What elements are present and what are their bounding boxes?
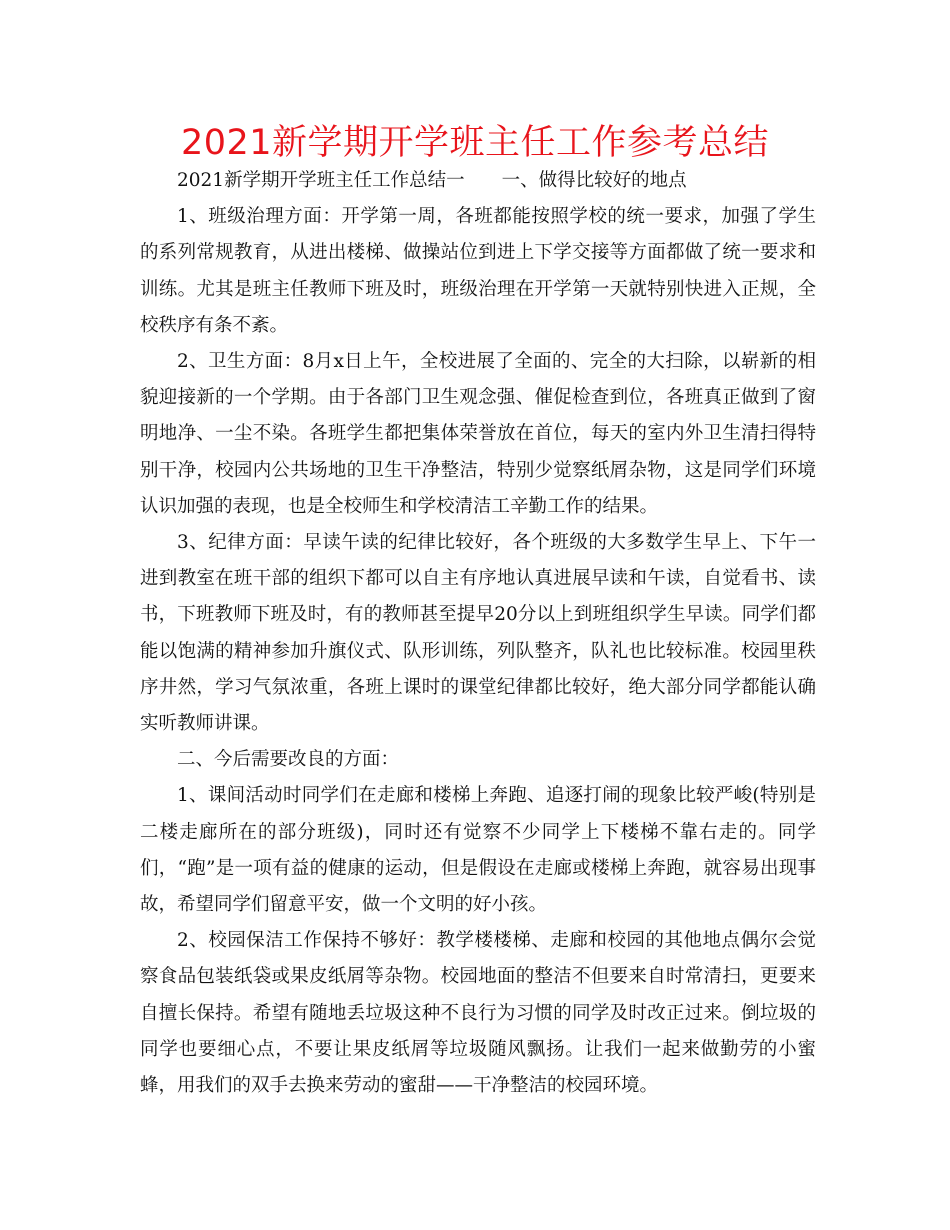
- document-body: [140, 163, 816, 1104]
- paragraph-hygiene: 2、卫生方面：8月x日上午，全校进展了全面的、完全的大扫除，以崭新的相貌迎接新的一个学期。由于各部门卫生观念强、催促检查到位，各班真正做到了窗明地净、一尘不染。各班学生都把集体荣誉放在首位，每天的室内外卫生清扫得特别干净，校园内公共场地的卫生干净整洁，特别少觉察纸屑杂物，这是同学们环境认识加强的表现，也是全校师生和学校清洁工辛勤工作的结果。: [140, 351, 816, 517]
- document-title: 2021新学期开学班主任工作参考总结: [180, 123, 770, 163]
- paragraph-discipline: 3、纪律方面：早读午读的纪律比较好，各个班级的大多数学生早上、下午一进到教室在班干部的组织下都可以自主有序地认真进展早读和午读，自觉看书、读书，下班教师下班及时，有的教师甚至提早20分以上到班组织学生早读。同学们都能以饱满的精神参加升旗仪式、队形训练，列队整齐，队礼也比较标准。校园里秩序井然，学习气氛浓重，各班上课时的课堂纪律都比较好，绝大部分同学都能认确实听教师讲课。: [140, 532, 816, 735]
- paragraph-class-management: 1、班级治理方面：开学第一周，各班都能按照学校的统一要求，加强了学生的系列常规教育，从进出楼梯、做操站位到进上下学交接等方面都做了统一要求和训练。尤其是班主任教师下班及时，班级治理在开学第一天就特别快进入正规，全校秩序有条不紊。: [140, 206, 816, 336]
- paragraph-intro: 2021新学期开学班主任工作总结一 一、做得比较好的地点: [177, 170, 687, 191]
- paragraph-recess-safety: 1、课间活动时同学们在走廊和楼梯上奔跑、追逐打闹的现象比较严峻(特别是二楼走廊所在的部分班级)，同时还有觉察不少同学上下楼梯不靠右走的。同学们，“跑”是一项有益的健康的运动，但是假设在走廊或楼梯上奔跑，就容易出现事故，希望同学们留意平安，做一个文明的好小孩。: [140, 785, 816, 916]
- paragraph-campus-cleaning: 2、校园保洁工作保持不够好：教学楼楼梯、走廊和校园的其他地点偶尔会觉察食品包装纸袋或果皮纸屑等杂物。校园地面的整洁不但要来自时常清扫，更要来自擅长保持。希望有随地丢垃圾这种不良行为习惯的同学及时改正过来。倒垃圾的同学也要细心点，不要让果皮纸屑等垃圾随风飘扬。让我们一起来做勤劳的小蜜蜂，用我们的双手去换来劳动的蜜甜——干净整洁的校园环境。: [140, 930, 816, 1097]
- paragraph-improvements-heading: 二、今后需要改良的方面：: [177, 749, 400, 771]
